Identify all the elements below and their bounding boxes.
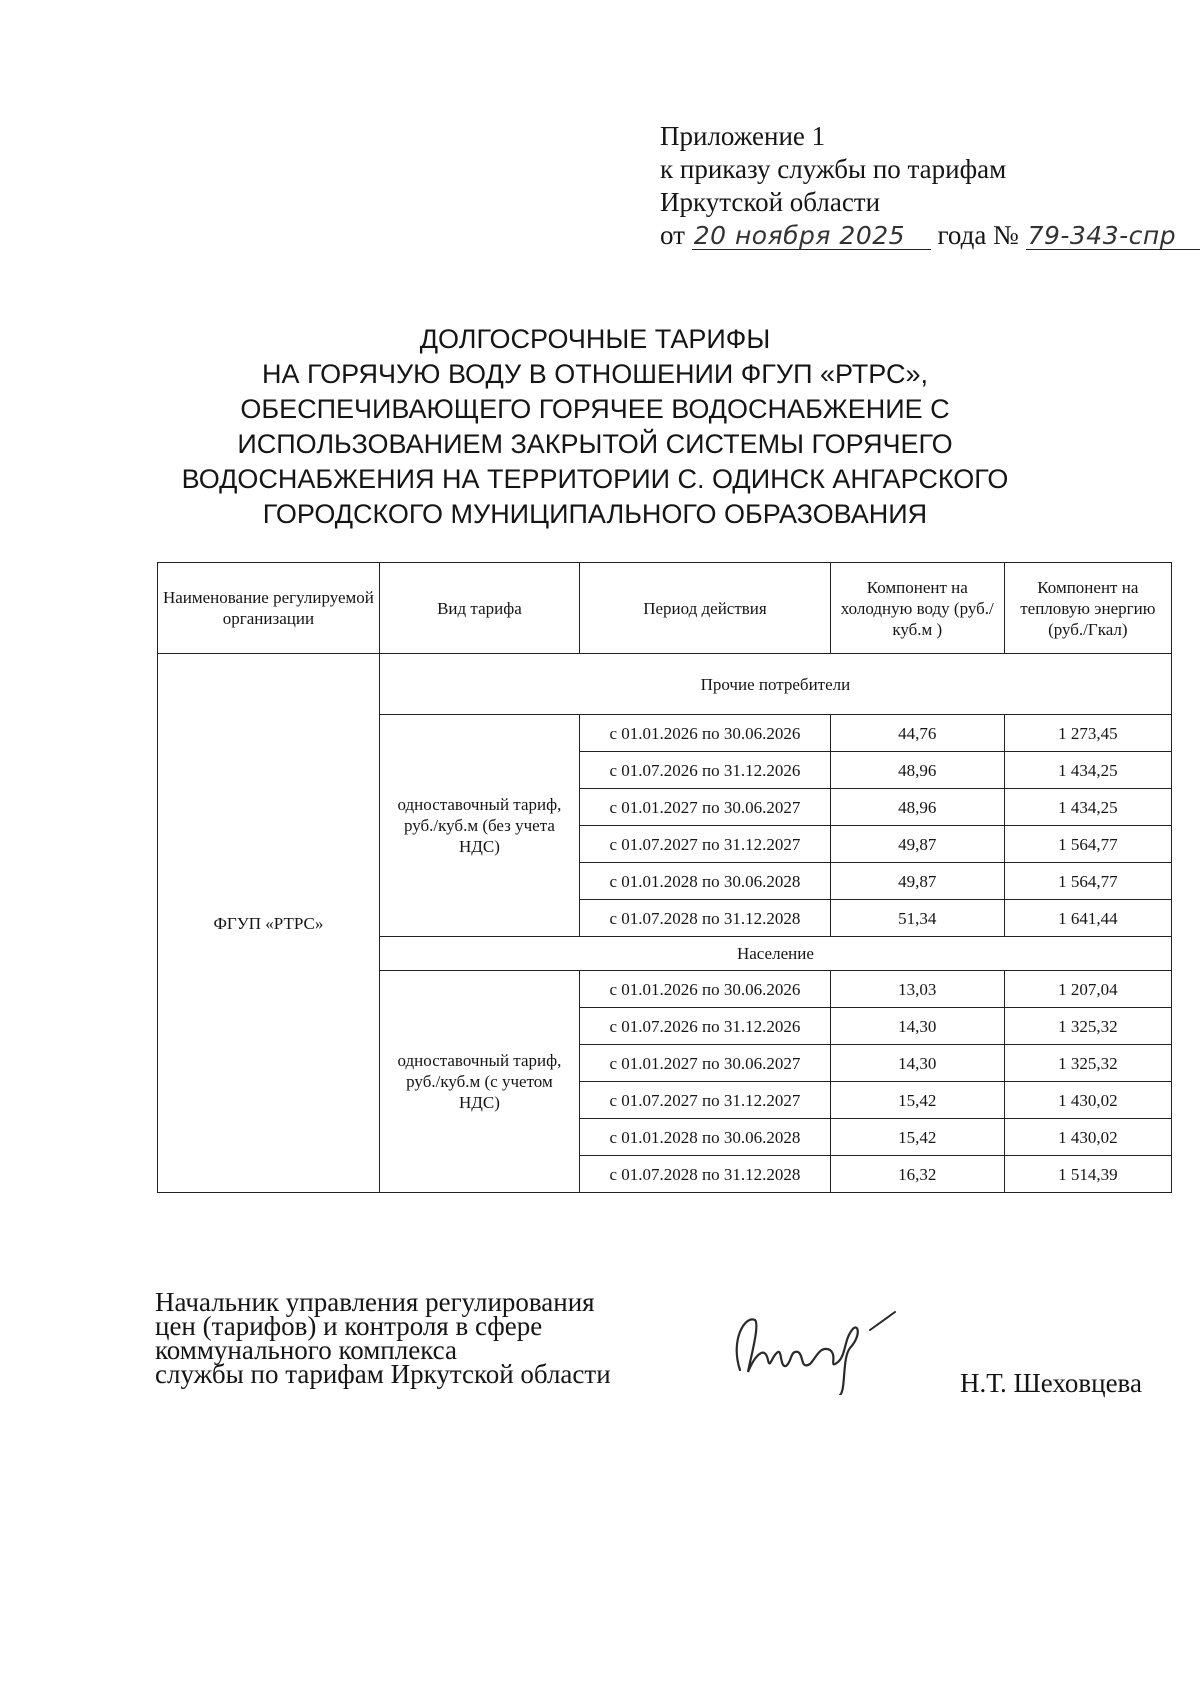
cold-water-cell: 48,96 <box>830 752 1004 789</box>
category-row <box>158 654 1172 715</box>
period-cell: с 01.01.2027 по 30.06.2027 <box>580 789 831 826</box>
title-line-2: НА ГОРЯЧУЮ ВОДУ В ОТНОШЕНИИ ФГУП «РТРС», <box>261 359 929 389</box>
cold-water-cell: 44,76 <box>830 715 1004 752</box>
cold-water-cell: 15,42 <box>830 1119 1004 1156</box>
annex-from-label: от <box>660 220 685 250</box>
annex-line-3: Иркутской области <box>660 187 881 217</box>
annex-line-2: к приказу службы по тарифам <box>660 154 1007 184</box>
period-cell: с 01.07.2028 по 31.12.2028 <box>580 1156 831 1193</box>
category-label: Население <box>379 937 1171 971</box>
cold-water-cell: 48,96 <box>830 789 1004 826</box>
cold-water-cell: 49,87 <box>830 826 1004 863</box>
annex-header <box>660 120 1200 252</box>
cold-water-cell: 49,87 <box>830 863 1004 900</box>
cold-water-cell: 16,32 <box>830 1156 1004 1193</box>
heat-energy-cell: 1 514,39 <box>1004 1156 1171 1193</box>
signatory-title <box>155 1287 611 1389</box>
handwritten-order-number: 79-343-спр <box>1026 223 1200 250</box>
handwritten-date: 20 ноября 2025 <box>692 223 931 250</box>
header-organization: Наименование регулируемой организации <box>158 563 380 654</box>
period-cell: с 01.07.2026 по 31.12.2026 <box>580 752 831 789</box>
heat-energy-cell: 1 430,02 <box>1004 1119 1171 1156</box>
period-cell: с 01.07.2027 по 31.12.2027 <box>580 826 831 863</box>
header-heat-energy: Компонент на тепловую энергию (руб./Гкал) <box>1004 563 1171 654</box>
tariff-type-cell: одноставочный тариф, руб./куб.м (без учета НДС) <box>379 715 579 937</box>
heat-energy-cell: 1 564,77 <box>1004 863 1171 900</box>
handwritten-signature <box>720 1300 910 1395</box>
heat-energy-cell: 1 641,44 <box>1004 900 1171 937</box>
signatory-line-4: службы по тарифам Иркутской области <box>155 1359 611 1389</box>
period-cell: с 01.01.2028 по 30.06.2028 <box>580 863 831 900</box>
heat-energy-cell: 1 207,04 <box>1004 971 1171 1008</box>
cold-water-cell: 15,42 <box>830 1082 1004 1119</box>
title-line-3: ОБЕСПЕЧИВАЮЩЕГО ГОРЯЧЕЕ ВОДОСНАБЖЕНИЕ С <box>240 394 950 424</box>
period-cell: с 01.01.2026 по 30.06.2026 <box>580 971 831 1008</box>
organization-cell: ФГУП «РТРС» <box>158 654 380 1193</box>
signatory-name: Н.Т. Шеховцева <box>960 1368 1142 1398</box>
period-cell: с 01.01.2028 по 30.06.2028 <box>580 1119 831 1156</box>
annex-line-1: Приложение 1 <box>660 121 826 151</box>
document-title <box>180 322 1010 532</box>
heat-energy-cell: 1 434,25 <box>1004 789 1171 826</box>
cold-water-cell: 14,30 <box>830 1045 1004 1082</box>
cold-water-cell: 13,03 <box>830 971 1004 1008</box>
annex-order-line <box>660 219 1200 252</box>
signatory-line-1: Начальник управления регулирования <box>155 1287 595 1317</box>
cold-water-cell: 14,30 <box>830 1008 1004 1045</box>
cold-water-cell: 51,34 <box>830 900 1004 937</box>
header-period: Период действия <box>580 563 831 654</box>
header-cold-water: Компонент на холодную воду (руб./куб.м ) <box>830 563 1004 654</box>
heat-energy-cell: 1 434,25 <box>1004 752 1171 789</box>
title-line-6: ГОРОДСКОГО МУНИЦИПАЛЬНОГО ОБРАЗОВАНИЯ <box>262 499 928 529</box>
category-label: Прочие потребители <box>379 654 1171 715</box>
period-cell: с 01.01.2027 по 30.06.2027 <box>580 1045 831 1082</box>
heat-energy-cell: 1 430,02 <box>1004 1082 1171 1119</box>
heat-energy-cell: 1 325,32 <box>1004 1008 1171 1045</box>
table-header-row <box>158 563 1172 654</box>
heat-energy-cell: 1 273,45 <box>1004 715 1171 752</box>
tariff-table <box>157 562 1172 1193</box>
title-line-4: ИСПОЛЬЗОВАНИЕМ ЗАКРЫТОЙ СИСТЕМЫ ГОРЯЧЕГО <box>237 429 953 459</box>
annex-year-label: года № <box>937 220 1019 250</box>
period-cell: с 01.01.2026 по 30.06.2026 <box>580 715 831 752</box>
title-line-1: ДОЛГОСРОЧНЫЕ ТАРИФЫ <box>419 324 771 354</box>
header-tariff-type: Вид тарифа <box>379 563 579 654</box>
title-line-5: ВОДОСНАБЖЕНИЯ НА ТЕРРИТОРИИ С. ОДИНСК АНГАРСКОГО <box>181 464 1009 494</box>
signatory-line-2: цен (тарифов) и контроля в сфере <box>155 1311 543 1341</box>
period-cell: с 01.07.2026 по 31.12.2026 <box>580 1008 831 1045</box>
period-cell: с 01.07.2027 по 31.12.2027 <box>580 1082 831 1119</box>
signatory-line-3: коммунального комплекса <box>155 1335 457 1365</box>
heat-energy-cell: 1 564,77 <box>1004 826 1171 863</box>
heat-energy-cell: 1 325,32 <box>1004 1045 1171 1082</box>
tariff-type-cell: одноставочный тариф, руб./куб.м (с учетом НДС) <box>379 971 579 1193</box>
period-cell: с 01.07.2028 по 31.12.2028 <box>580 900 831 937</box>
